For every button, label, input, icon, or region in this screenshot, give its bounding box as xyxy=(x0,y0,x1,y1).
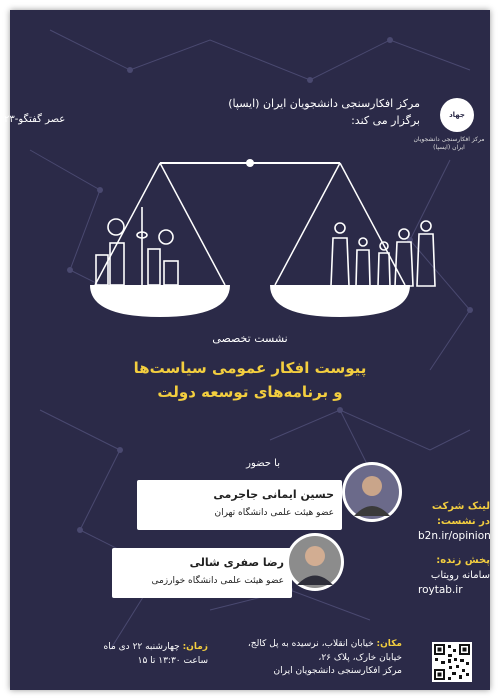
time-line-1: چهارشنبه ۲۲ دی ماه xyxy=(103,642,180,652)
join-link[interactable]: b2n.ir/opinion xyxy=(418,530,491,542)
speaker-name: حسین ایمانی جاجرمی xyxy=(213,488,334,501)
speaker-card-1 xyxy=(137,480,342,530)
organizer xyxy=(130,95,420,129)
speaker-card-2 xyxy=(112,548,292,598)
person-icon xyxy=(342,462,402,522)
qr-code-icon[interactable] xyxy=(432,642,472,682)
session-type: نشست تخصصی xyxy=(212,332,288,345)
event-title-line-2: و برنامه‌های توسعه دولت xyxy=(157,383,343,401)
person-icon xyxy=(286,533,344,591)
speaker-role: عضو هیئت علمی دانشگاه خوارزمی xyxy=(151,576,284,586)
side-info xyxy=(418,500,490,598)
speaker-photo-1 xyxy=(342,462,402,522)
link-heading-2: در نشست: xyxy=(436,515,490,527)
speaker-photo-2 xyxy=(286,533,344,591)
venue-line-1: خیابان انقلاب، نرسیده به پل کالج، xyxy=(247,639,374,649)
organizer-line-1: مرکز افکارسنجی دانشجویان ایران (ایسپا) xyxy=(228,97,420,110)
venue-line-3: مرکز افکارسنجی دانشجویان ایران xyxy=(273,666,402,676)
venue-label: مکان: xyxy=(376,639,402,649)
presence-label: با حضور xyxy=(246,458,280,469)
live-service: سامانه رویتاب xyxy=(430,569,490,581)
organizer-line-2: برگزار می کند: xyxy=(351,114,420,128)
event-title xyxy=(50,356,450,404)
time-info xyxy=(38,640,208,669)
speaker-role: عضو هیئت علمی دانشگاه تهران xyxy=(214,508,334,518)
poster xyxy=(4,10,491,690)
university-logo-icon xyxy=(440,98,474,132)
time-label: زمان: xyxy=(182,642,208,652)
city-skyline-icon xyxy=(92,205,192,287)
series-label: عصر گفتگو-۲۳ xyxy=(4,114,66,125)
live-link[interactable]: roytab.ir xyxy=(418,584,463,597)
logo-text: جهاد xyxy=(449,111,465,119)
speaker-name: رضا صفری شالی xyxy=(189,556,284,569)
venue-line-2: خیابان خارک، پلاک ۲۶، xyxy=(318,652,402,663)
people-family-icon xyxy=(328,220,438,288)
time-line-2: ساعت ۱۳:۳۰ تا ۱۵ xyxy=(137,656,208,667)
logo-caption: مرکز افکارسنجی دانشجویان ایران (ایسپا) xyxy=(413,136,485,151)
venue-info xyxy=(240,638,402,679)
link-heading-1: لینک شرکت xyxy=(431,501,490,512)
live-heading: پخش زنده: xyxy=(436,555,490,567)
event-title-line-1: پیوست افکار عمومی سیاست‌ها xyxy=(133,359,367,377)
